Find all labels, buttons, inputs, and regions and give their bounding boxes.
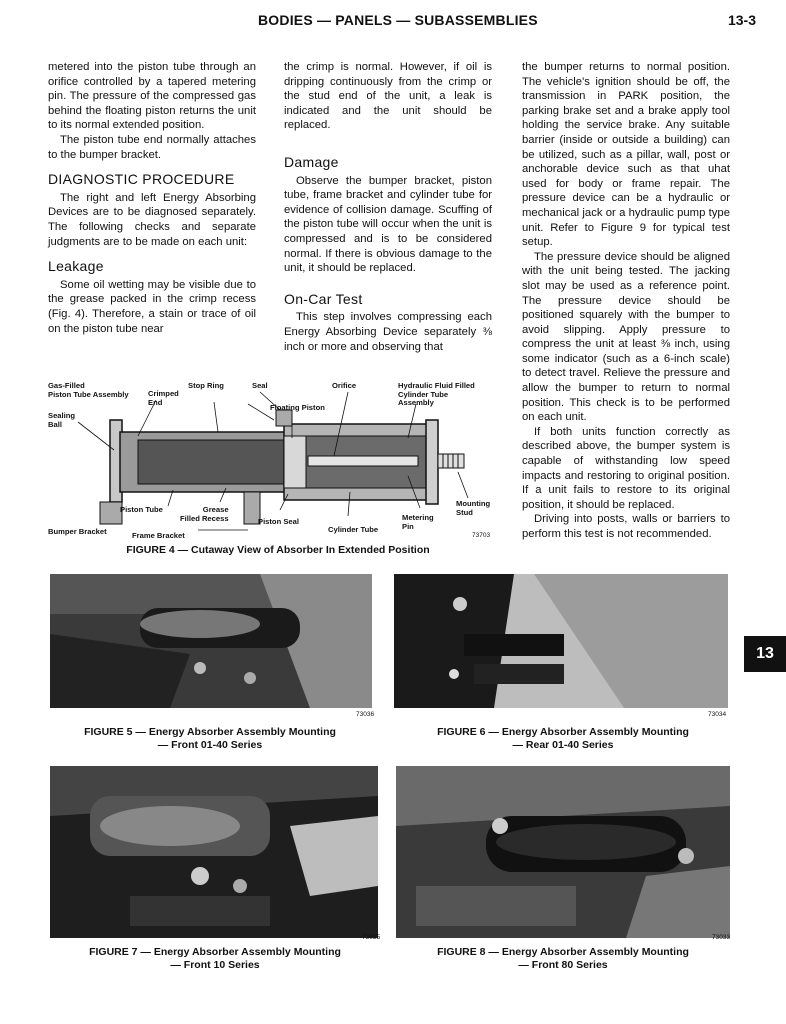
figure-6-photo bbox=[394, 574, 728, 708]
label-seal: Seal bbox=[252, 381, 268, 390]
figure-8-number: 73033 bbox=[712, 934, 731, 941]
section-title: BODIES — PANELS — SUBASSEMBLIES bbox=[258, 12, 538, 28]
text-column-1 bbox=[48, 60, 256, 336]
figure-6-caption: FIGURE 6 — Energy Absorber Assembly Mounting — Rear 01-40 Series bbox=[437, 726, 689, 751]
figure-6-number: 73034 bbox=[708, 711, 727, 718]
paragraph: Observe the bumper bracket, piston tube, frame bracket and cylinder tube for evidence of collision damage. Scuffing of the piston tube will occur when the unit is compressed and is to be considered normal. If there is obvious damage to the unit, it should be replaced. bbox=[284, 174, 492, 275]
label-frame-bracket: Frame Bracket bbox=[132, 531, 185, 540]
label-piston-seal: Piston Seal bbox=[258, 517, 299, 526]
page-header bbox=[0, 12, 786, 34]
paragraph: the bumper returns to normal position. The vehicle's ignition should be off, the transmission in PARK position, the parking brake set and a brake apply tool holding the service brake. Any suitable barrier (inside or outside a building) can be utilized, such as a pillar, wall, post or anchorable device such as that uhat used for body or frame repair. The pressure device can be a hydraulic or mechanical jack or a hydraulic pump type unit. Refer to Figure 9 for typical test setup. bbox=[522, 61, 730, 249]
figure-5-number: 73036 bbox=[356, 711, 375, 718]
photo-graphic bbox=[396, 766, 730, 938]
paragraph: metered into the piston tube through an orifice controlled by a tapered metering pin. The pressure of the compressed gas behind the floating piston returns the unit to its normal extended position. bbox=[48, 61, 256, 132]
label-gas-filled-piston-tube: Gas-Filled Piston Tube Assembly bbox=[48, 381, 129, 399]
paragraph: If both units function correctly as described above, the bumper system is capable of withstanding low speed impacts and restoring to original position. If a unit fails to restore to its original position, it should be replaced. bbox=[522, 425, 730, 511]
text-column-2 bbox=[284, 60, 492, 354]
label-sealing-ball: Sealing Ball bbox=[48, 411, 76, 429]
label-metering-pin: Metering Pin bbox=[402, 513, 434, 531]
paragraph: The piston tube end normally attaches to the bumper bracket. bbox=[48, 133, 256, 161]
figure-4-caption: FIGURE 4 — Cutaway View of Absorber In Extended Position bbox=[126, 544, 430, 556]
paragraph: the crimp is normal. However, if oil is dripping continuously from the crimp or the stud end of the unit, a leak is indicated and the unit should be replaced. bbox=[284, 61, 492, 132]
figure-8-photo bbox=[396, 766, 730, 938]
heading-on-car-test: On-Car Test bbox=[284, 290, 363, 307]
photo-graphic bbox=[50, 766, 378, 938]
heading-damage: Damage bbox=[284, 153, 339, 170]
figure-7-number: 73035 bbox=[362, 934, 381, 941]
label-orifice: Orifice bbox=[332, 381, 357, 390]
heading-diagnostic-procedure: DIAGNOSTIC PROCEDURE bbox=[48, 171, 235, 188]
photo-graphic bbox=[50, 574, 372, 708]
label-grease-filled-recess: Grease Filled Recess bbox=[180, 505, 229, 523]
label-cylinder-tube: Cylinder Tube bbox=[328, 525, 379, 534]
paragraph: This step involves compressing each Energy Absorbing Device separately ⅜ inch or more and observing that bbox=[284, 311, 492, 353]
figure-number: 73703 bbox=[472, 532, 491, 539]
figure-7-caption: FIGURE 7 — Energy Absorber Assembly Mounting — Front 10 Series bbox=[89, 946, 341, 971]
label-mounting-stud: Mounting Stud bbox=[456, 499, 491, 517]
paragraph: Some oil wetting may be visible due to the grease packed in the crimp recess (Fig. 4). Therefore, a stain or trace of oil on the piston tube near bbox=[48, 278, 256, 335]
label-hydraulic-fluid-cylinder: Hydraulic Fluid Filled Cylinder Tube Assembly bbox=[398, 381, 475, 407]
paragraph: The right and left Energy Absorbing Devices are to be diagnosed separately. The following checks and separate judgments are to be made on each unit: bbox=[48, 191, 256, 248]
label-bumper-bracket: Bumper Bracket bbox=[48, 527, 107, 536]
label-crimped-end: Crimped End bbox=[148, 389, 179, 407]
paragraph: The pressure device should be aligned with the unit being tested. The jacking slot may be used as a reference point. The pressure device should be positioned squarely with the bumper to avoid slipping. Apply pressure to compress the unit at least ⅜ inch, using some indicator (such as a 6-inch scale) to detect travel. Relieve the pressure and allow the bumper to return to normal position. This check is to be performed on each unit. bbox=[522, 250, 730, 424]
page-number: 13-3 bbox=[727, 12, 756, 28]
label-floating-piston: Floating Piston bbox=[270, 403, 325, 412]
paragraph: Driving into posts, walls or barriers to perform this test is not recommended. bbox=[522, 513, 730, 540]
text-column-3 bbox=[522, 60, 730, 542]
section-tab: 13 bbox=[744, 636, 786, 672]
figure-8-caption: FIGURE 8 — Energy Absorber Assembly Mounting — Front 80 Series bbox=[437, 946, 689, 971]
figure-5-photo bbox=[50, 574, 372, 708]
label-stop-ring: Stop Ring bbox=[188, 381, 224, 390]
figure-7-photo bbox=[50, 766, 378, 938]
photo-graphic bbox=[394, 574, 728, 708]
label-piston-tube: Piston Tube bbox=[120, 505, 163, 514]
figure-5-caption: FIGURE 5 — Energy Absorber Assembly Mounting — Front 01-40 Series bbox=[84, 726, 336, 751]
heading-leakage: Leakage bbox=[48, 258, 104, 275]
figure-4-cutaway-diagram bbox=[48, 380, 496, 560]
